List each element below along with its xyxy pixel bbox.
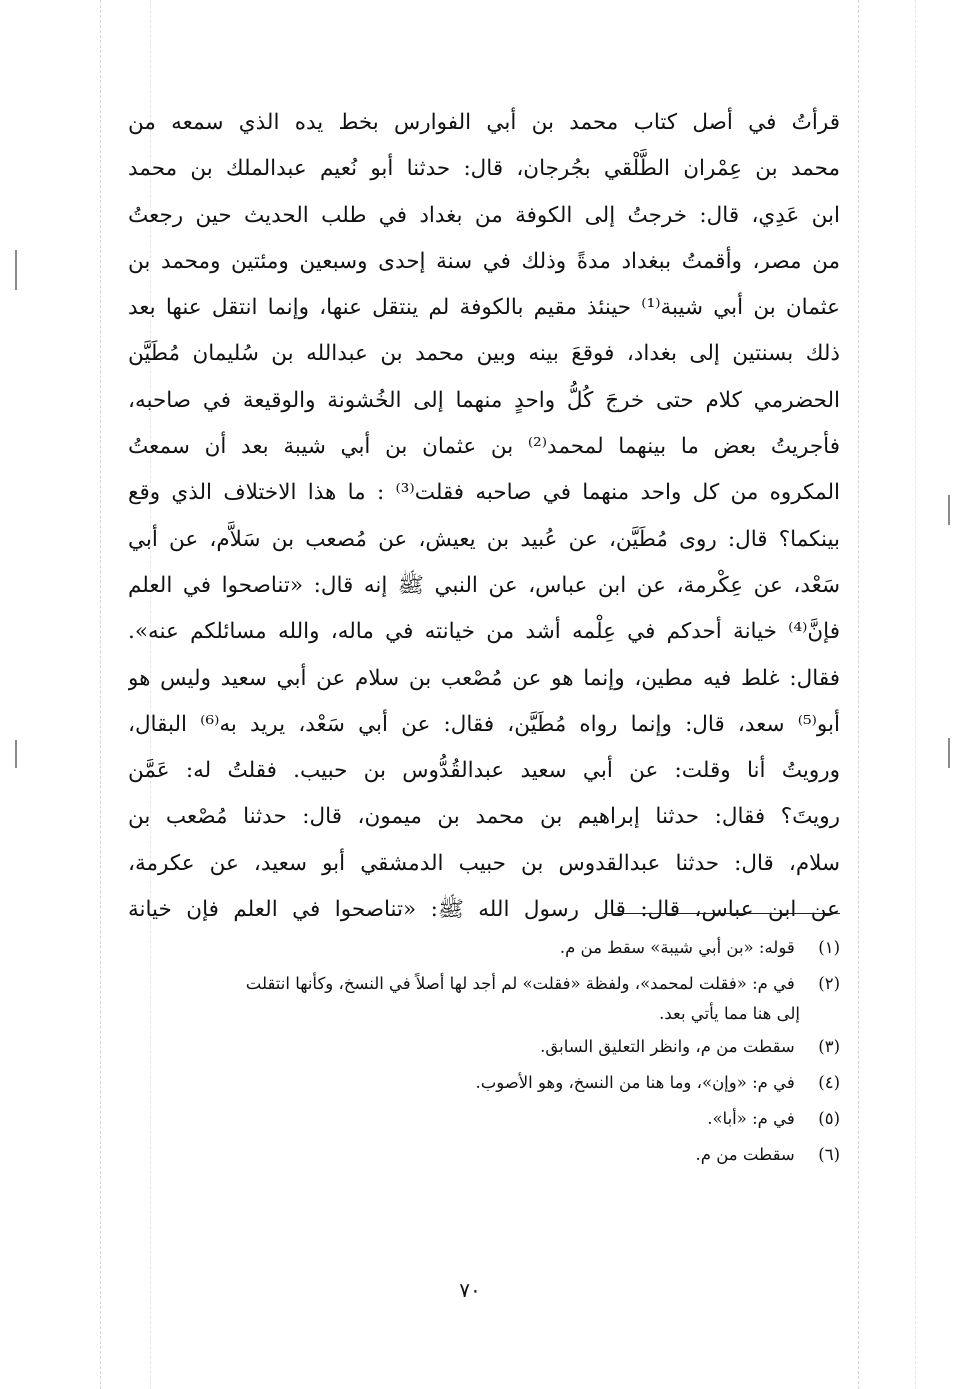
scan-artifact-mark <box>948 738 950 768</box>
scan-artifact-mark <box>15 250 17 290</box>
text-line: سَعْد، عن عِكْرمة، عن ابن عباس، عن النبي ﷺ إنه قال: «تناصحوا في العلم <box>128 572 840 598</box>
footnote-number: (١) <box>818 938 840 957</box>
page-number: ٧٠ <box>459 1278 481 1302</box>
footnote-number: (٣) <box>818 1037 840 1056</box>
text-line: ابن عَدِي، قال: خرجتُ إلى الكوفة من بغداد في طلب الحديث حين رجعتُ <box>128 202 840 228</box>
text-line: ذلك بسنتين إلى بغداد، فوقعَ بينه وبين محمد بن عبدالله بن سُليمان مُطَيَّن <box>128 341 840 367</box>
footnote <box>128 1065 840 1101</box>
footnote-text: سقطت من م. <box>695 1145 795 1164</box>
text-line: المكروه من كل واحد منهما في صاحبه فقلت⁽³⁾ : ما هذا الاختلاف الذي وقع <box>128 480 840 506</box>
footnote-number: (٥) <box>818 1109 840 1128</box>
footnote <box>128 966 840 1029</box>
text-line: فإنَّ⁽⁴⁾ خيانة أحدكم في عِلْمه أشد من خيانته في ماله، والله مسائلكم عنه». <box>128 619 840 645</box>
footnote-number: (٦) <box>818 1145 840 1164</box>
footnotes <box>128 930 840 1173</box>
footnote-text: في م: «وإن»، وما هنا من النسخ، وهو الأصوب. <box>475 1073 795 1092</box>
footnote <box>128 1137 840 1173</box>
scan-artifact-line <box>915 0 916 1389</box>
text-line: عثمان بن أبي شيبة⁽¹⁾ حينئذ مقيم بالكوفة لم ينتقل عنها، وإنما انتقل عنها بعد <box>128 295 840 321</box>
text-line: فقال: غلط فيه مطين، وإنما هو عن مُصْعب بن سلام عن أبي سعيد وليس هو <box>128 665 840 691</box>
text-line: قرأتُ في أصل كتاب محمد بن أبي الفوارس بخط يده الذي سمعه من <box>128 110 840 135</box>
footnote-separator <box>604 913 840 914</box>
footnote <box>128 1101 840 1137</box>
scan-artifact-line <box>858 0 859 1389</box>
main-text <box>128 100 840 933</box>
footnote-text: في م: «فقلت لمحمد»، ولفظة «فقلت» لم أجد لها أصلاً في النسخ، وكأنها انتقلت <box>245 974 795 993</box>
footnote-text-continued: إلى هنا مما يأتي بعد. <box>659 1004 800 1023</box>
text-line: محمد بن عِمْران الطَّلْقي بجُرجان، قال: حدثنا أبو نُعيم عبدالملك بن محمد <box>128 156 840 182</box>
text-line: ورويتُ أنا وقلت: عن أبي سعيد عبدالقُدُّوس بن حبيب. فقلتُ له: عَمَّن <box>128 758 840 784</box>
text-line: رويتَ؟ فقال: حدثنا إبراهيم بن محمد بن ميمون، قال: حدثنا مُصْعب بن <box>128 804 840 830</box>
footnote <box>128 1029 840 1065</box>
text-line: من مصر، وأقمتُ ببغداد مدةً وذلك في سنة إحدى وسبعين ومئتين ومحمد بن <box>128 248 840 274</box>
text-line: فأجريتُ بعض ما بينهما لمحمد⁽²⁾ بن عثمان بن أبي شيبة بعد أن سمعتُ <box>128 434 840 460</box>
text-line: سلام، قال: حدثنا عبدالقدوس بن حبيب الدمشقي أبو سعيد، عن عكرمة، <box>128 850 840 876</box>
footnote <box>128 930 840 966</box>
text-line: عن ابن عباس، قال: قال رسول الله ﷺ: «تناصحوا في العلم فإن خيانة <box>128 897 840 923</box>
scan-artifact-mark <box>15 740 17 768</box>
text-line: بينكما؟ قال: روى مُطَيَّن، عن عُبيد بن يعيش، عن مُصعب بن سَلاَّم، عن أبي <box>128 526 840 552</box>
scan-artifact-line <box>100 0 101 1389</box>
footnote-text: قوله: «بن أبي شيبة» سقط من م. <box>559 938 795 957</box>
footnote-text: في م: «أبا». <box>707 1109 795 1128</box>
scan-artifact-mark <box>948 495 950 525</box>
footnote-number: (٤) <box>818 1073 840 1092</box>
text-line: الحضرمي كلام حتى خرجَ كُلُّ واحدٍ منهما إلى الخُشونة والوقيعة في صاحبه، <box>128 387 840 413</box>
footnote-text: سقطت من م، وانظر التعليق السابق. <box>540 1037 795 1056</box>
text-line: أبو⁽⁵⁾ سعد، قال: وإنما رواه مُطَيَّن، فقال: عن أبي سَعْد، يريد به⁽⁶⁾ البقال، <box>128 711 840 737</box>
footnote-number: (٢) <box>818 974 840 993</box>
